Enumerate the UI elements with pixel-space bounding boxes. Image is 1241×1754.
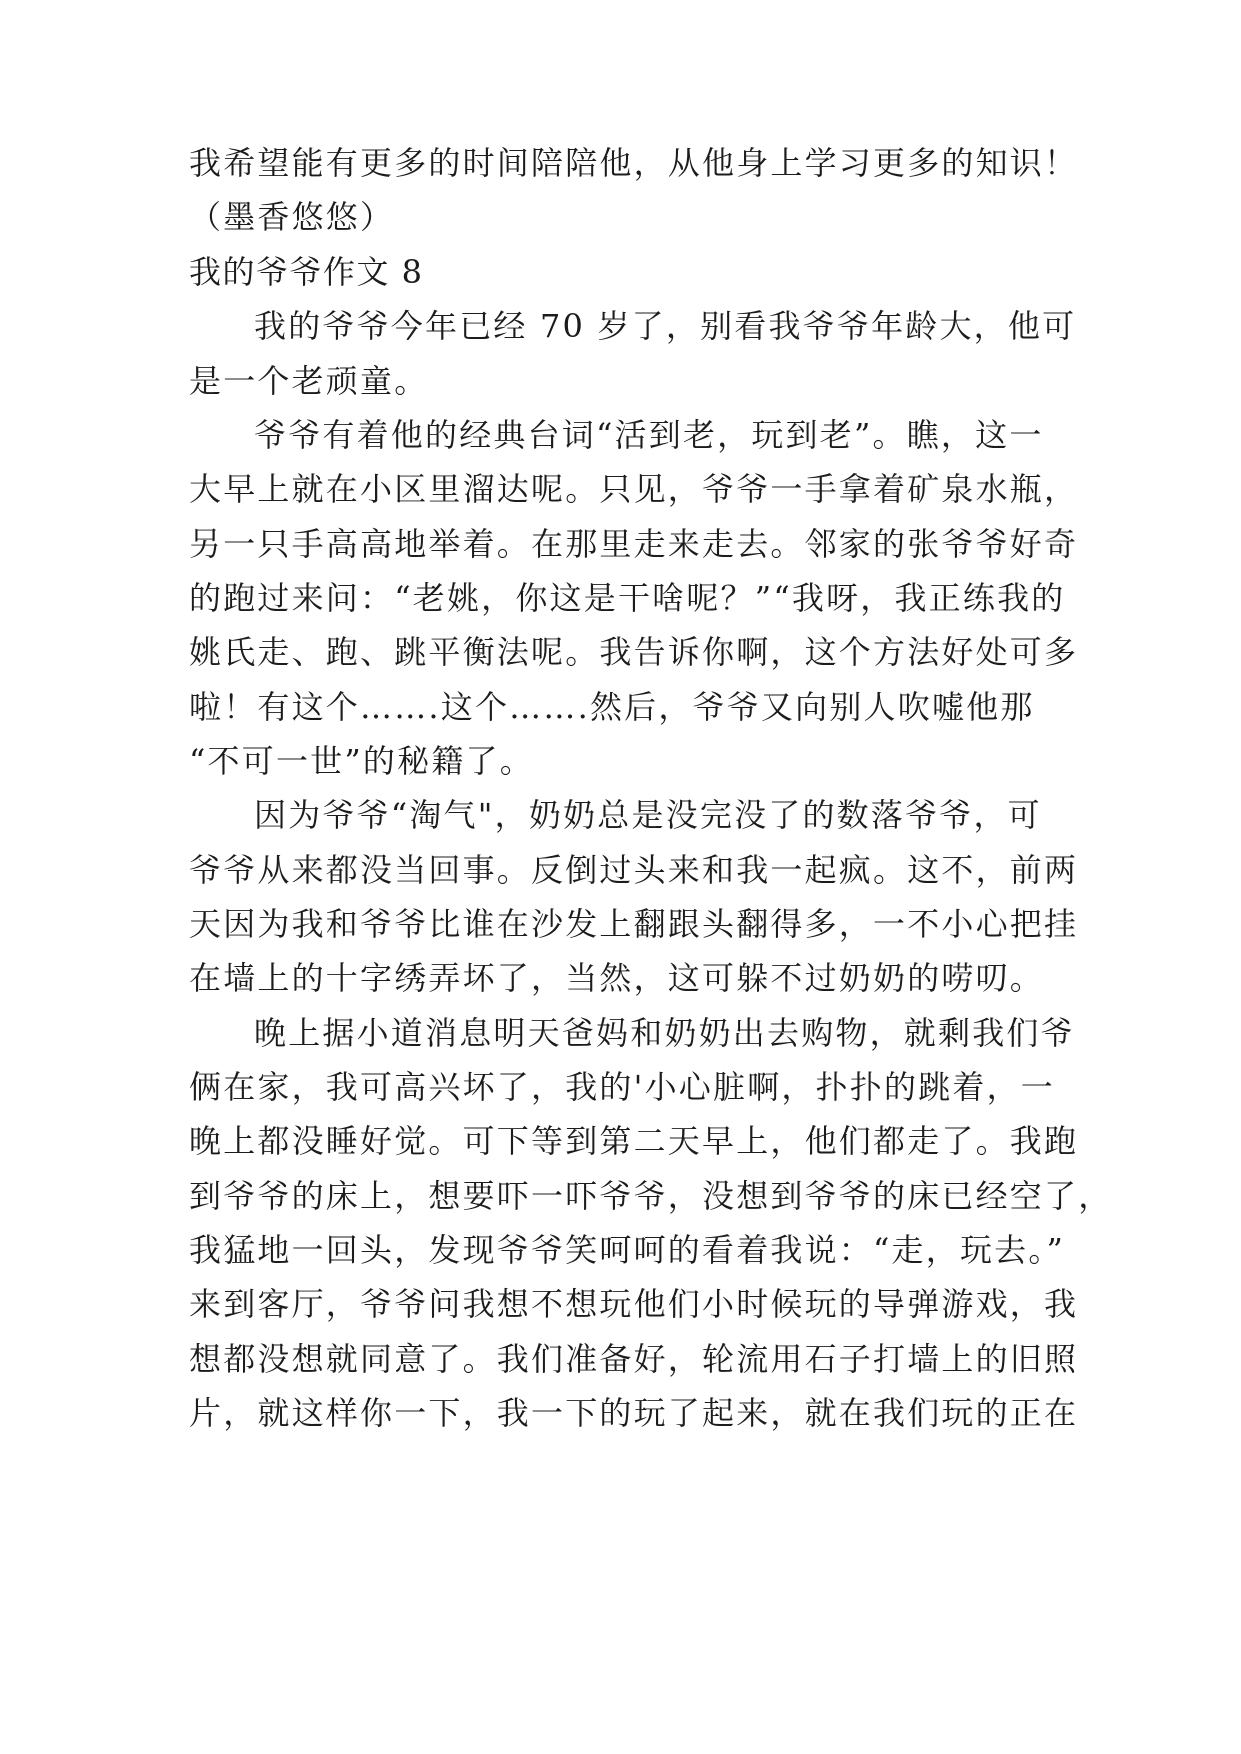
paragraph-line: 天因为我和爷爷比谁在沙发上翻跟头翻得多，一不小心把挂 — [189, 905, 1079, 943]
paragraph-line: 到爷爷的床上，想要吓一吓爷爷，没想到爷爷的床已经空了， — [189, 1177, 1113, 1215]
paragraph-line: 爷爷有着他的经典台词“活到老，玩到老”。瞧，这一 — [254, 416, 1044, 454]
paragraph-line: 俩在家，我可高兴坏了，我的'小心脏啊，扑扑的跳着，一 — [189, 1068, 1055, 1106]
paragraph-line: 啦！有这个…….这个…….然后，爷爷又向别人吹嘘他那 — [189, 688, 1035, 726]
author-credit: （墨香悠悠） — [189, 198, 395, 236]
paragraph-line: 片，就这样你一下，我一下的玩了起来，就在我们玩的正在 — [189, 1394, 1079, 1432]
paragraph-line: 我的爷爷今年已经 70 岁了，别看我爷爷年龄大，他可 — [254, 307, 1077, 345]
essay-title: 我的爷爷作文 8 — [189, 253, 424, 291]
paragraph-line: 另一只手高高地举着。在那里走来走去。邻家的张爷爷好奇 — [189, 525, 1079, 563]
paragraph-line: 是一个老顽童。 — [189, 362, 429, 400]
paragraph-line: 我猛地一回头，发现爷爷笑呵呵的看着我说：“走，玩去。” — [189, 1231, 1066, 1269]
paragraph-line: 爷爷从来都没当回事。反倒过头来和我一起疯。这不，前两 — [189, 851, 1079, 889]
paragraph-line: 在墙上的十字绣弄坏了，当然，这可躲不过奶奶的唠叨。 — [189, 959, 1045, 997]
paragraph-line: 晚上都没睡好觉。可下等到第二天早上，他们都走了。我跑 — [189, 1122, 1079, 1160]
paragraph-line: 姚氏走、跑、跳平衡法呢。我告诉你啊，这个方法好处可多 — [189, 633, 1079, 671]
paragraph-line: 来到客厅，爷爷问我想不想玩他们小时候玩的导弹游戏，我 — [189, 1285, 1079, 1323]
paragraph-line: 想都没想就同意了。我们准备好，轮流用石子打墙上的旧照 — [189, 1340, 1079, 1378]
paragraph-line: 晚上据小道消息明天爸妈和奶奶出去购物，就剩我们爷 — [254, 1014, 1075, 1052]
paragraph-line: “不可一世”的秘籍了。 — [189, 742, 534, 780]
paragraph-line: 因为爷爷“淘气"，奶奶总是没完没了的数落爷爷，可 — [254, 796, 1042, 834]
closing-line: 我希望能有更多的时间陪陪他，从他身上学习更多的知识！ — [189, 144, 1079, 182]
paragraph-line: 的跑过来问：“老姚，你这是干啥呢？”“我呀，我正练我的 — [189, 579, 1066, 617]
paragraph-line: 大早上就在小区里溜达呢。只见，爷爷一手拿着矿泉水瓶， — [189, 470, 1079, 508]
